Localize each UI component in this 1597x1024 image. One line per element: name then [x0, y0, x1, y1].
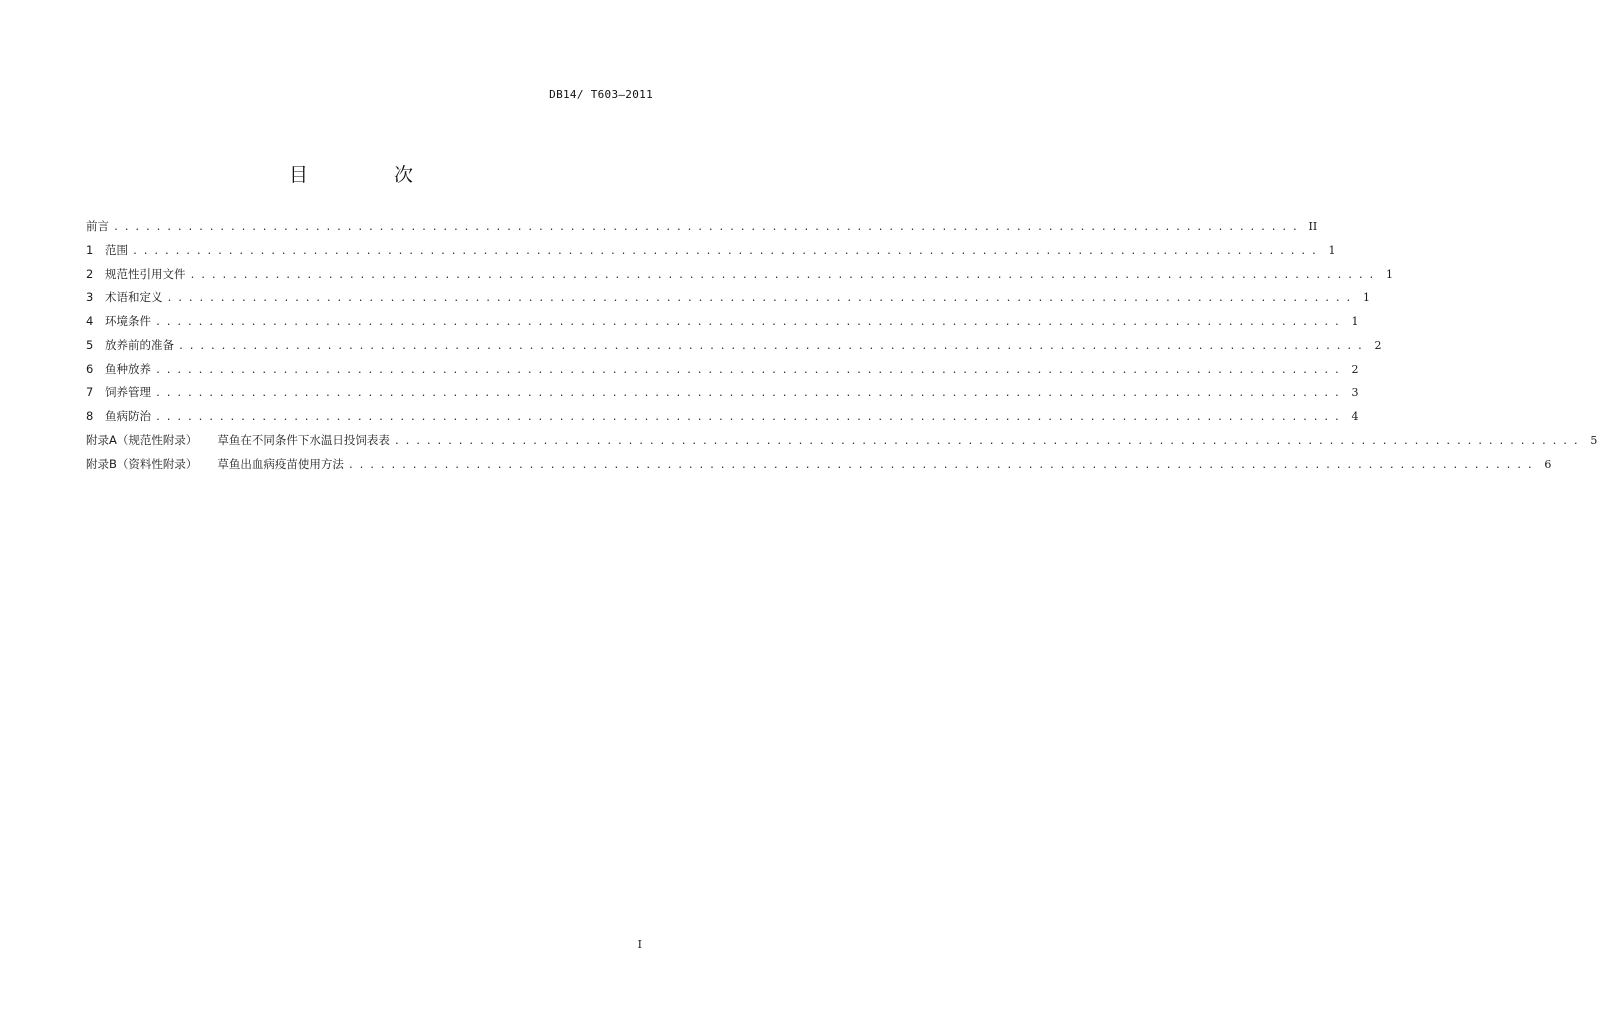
toc-entry-appendix-b[interactable]: [86, 456, 1552, 480]
toc-entry-disease-control[interactable]: [86, 408, 1359, 432]
toc-entry-page: 6: [1544, 457, 1552, 471]
leader-dots: ................................................................................................................: [347, 459, 1538, 471]
toc-entry-number: 1: [86, 242, 94, 257]
toc-entry-label: 放养前的准备: [105, 337, 174, 352]
toc-entry-page: II: [1308, 220, 1318, 233]
toc-entry-appendix-a[interactable]: [86, 432, 1597, 456]
leader-dots: ................................................................................................................: [178, 340, 1368, 352]
toc-entry-label: 鱼病防治: [105, 409, 151, 423]
leader-dots: ................................................................................................................: [113, 222, 1303, 233]
toc-entry-page: 5: [1590, 433, 1597, 447]
leader-dots: ................................................................................................................: [155, 364, 1345, 376]
toc-entry-scope[interactable]: [86, 242, 1336, 266]
toc-entry-label: 前言: [86, 219, 109, 233]
toc-entry-number: 7: [86, 385, 94, 400]
toc-entry-page: 1: [1351, 315, 1359, 328]
table-of-contents: [86, 218, 1597, 479]
toc-entry-feeding[interactable]: [86, 384, 1359, 408]
leader-dots: ................................................................................................................: [155, 412, 1345, 423]
toc-entry-label: 鱼种放养: [105, 361, 151, 376]
toc-entry-label: 饲养管理: [105, 385, 151, 400]
toc-entry-page: 2: [1374, 338, 1382, 352]
toc-entry-page: 1: [1386, 267, 1393, 281]
toc-entry-number: 2: [86, 266, 94, 281]
leader-dots: ................................................................................................................: [132, 245, 1322, 257]
toc-entry-foreword[interactable]: [86, 218, 1318, 242]
toc-entry-number: 8: [86, 409, 94, 423]
leader-dots: ................................................................................................................: [155, 388, 1345, 400]
toc-entry-terms-definitions[interactable]: [86, 289, 1370, 313]
toc-entry-label: 附录A（规范性附录）: [86, 432, 198, 447]
page-number: I: [637, 938, 642, 951]
toc-entry-environment[interactable]: [86, 313, 1359, 337]
toc-entry-page: 1: [1363, 291, 1370, 305]
toc-entry-page: 4: [1351, 410, 1359, 423]
toc-entry-subtitle: 草鱼出血病疫苗使用方法: [217, 456, 344, 471]
leader-dots: ................................................................................................................: [393, 435, 1584, 447]
toc-entry-number: 5: [86, 337, 94, 352]
document-code: DB14/ T603—2011: [549, 88, 653, 101]
leader-dots: ................................................................................................................: [166, 293, 1356, 305]
toc-entry-number: 3: [86, 290, 94, 305]
toc-entry-label: 术语和定义: [105, 290, 163, 305]
toc-entry-page: 3: [1351, 386, 1359, 400]
toc-entry-number: 6: [86, 361, 94, 376]
toc-entry-stocking[interactable]: [86, 361, 1359, 385]
leader-dots: ................................................................................................................: [189, 269, 1379, 281]
toc-entry-subtitle: 草鱼在不同条件下水温日投饲表表: [217, 432, 390, 447]
toc-entry-label: 范围: [105, 242, 128, 257]
toc-title: 目 次: [288, 164, 454, 186]
toc-entry-label: 规范性引用文件: [105, 266, 186, 281]
toc-entry-label: 环境条件: [105, 314, 151, 328]
toc-entry-label: 附录B（资料性附录）: [86, 456, 198, 471]
toc-entry-page: 2: [1351, 362, 1359, 376]
toc-entry-page: 1: [1328, 243, 1336, 257]
toc-entry-preparation[interactable]: [86, 337, 1382, 361]
leader-dots: ................................................................................................................: [155, 317, 1345, 328]
toc-entry-normative-references[interactable]: [86, 266, 1393, 290]
toc-entry-number: 4: [86, 314, 94, 328]
